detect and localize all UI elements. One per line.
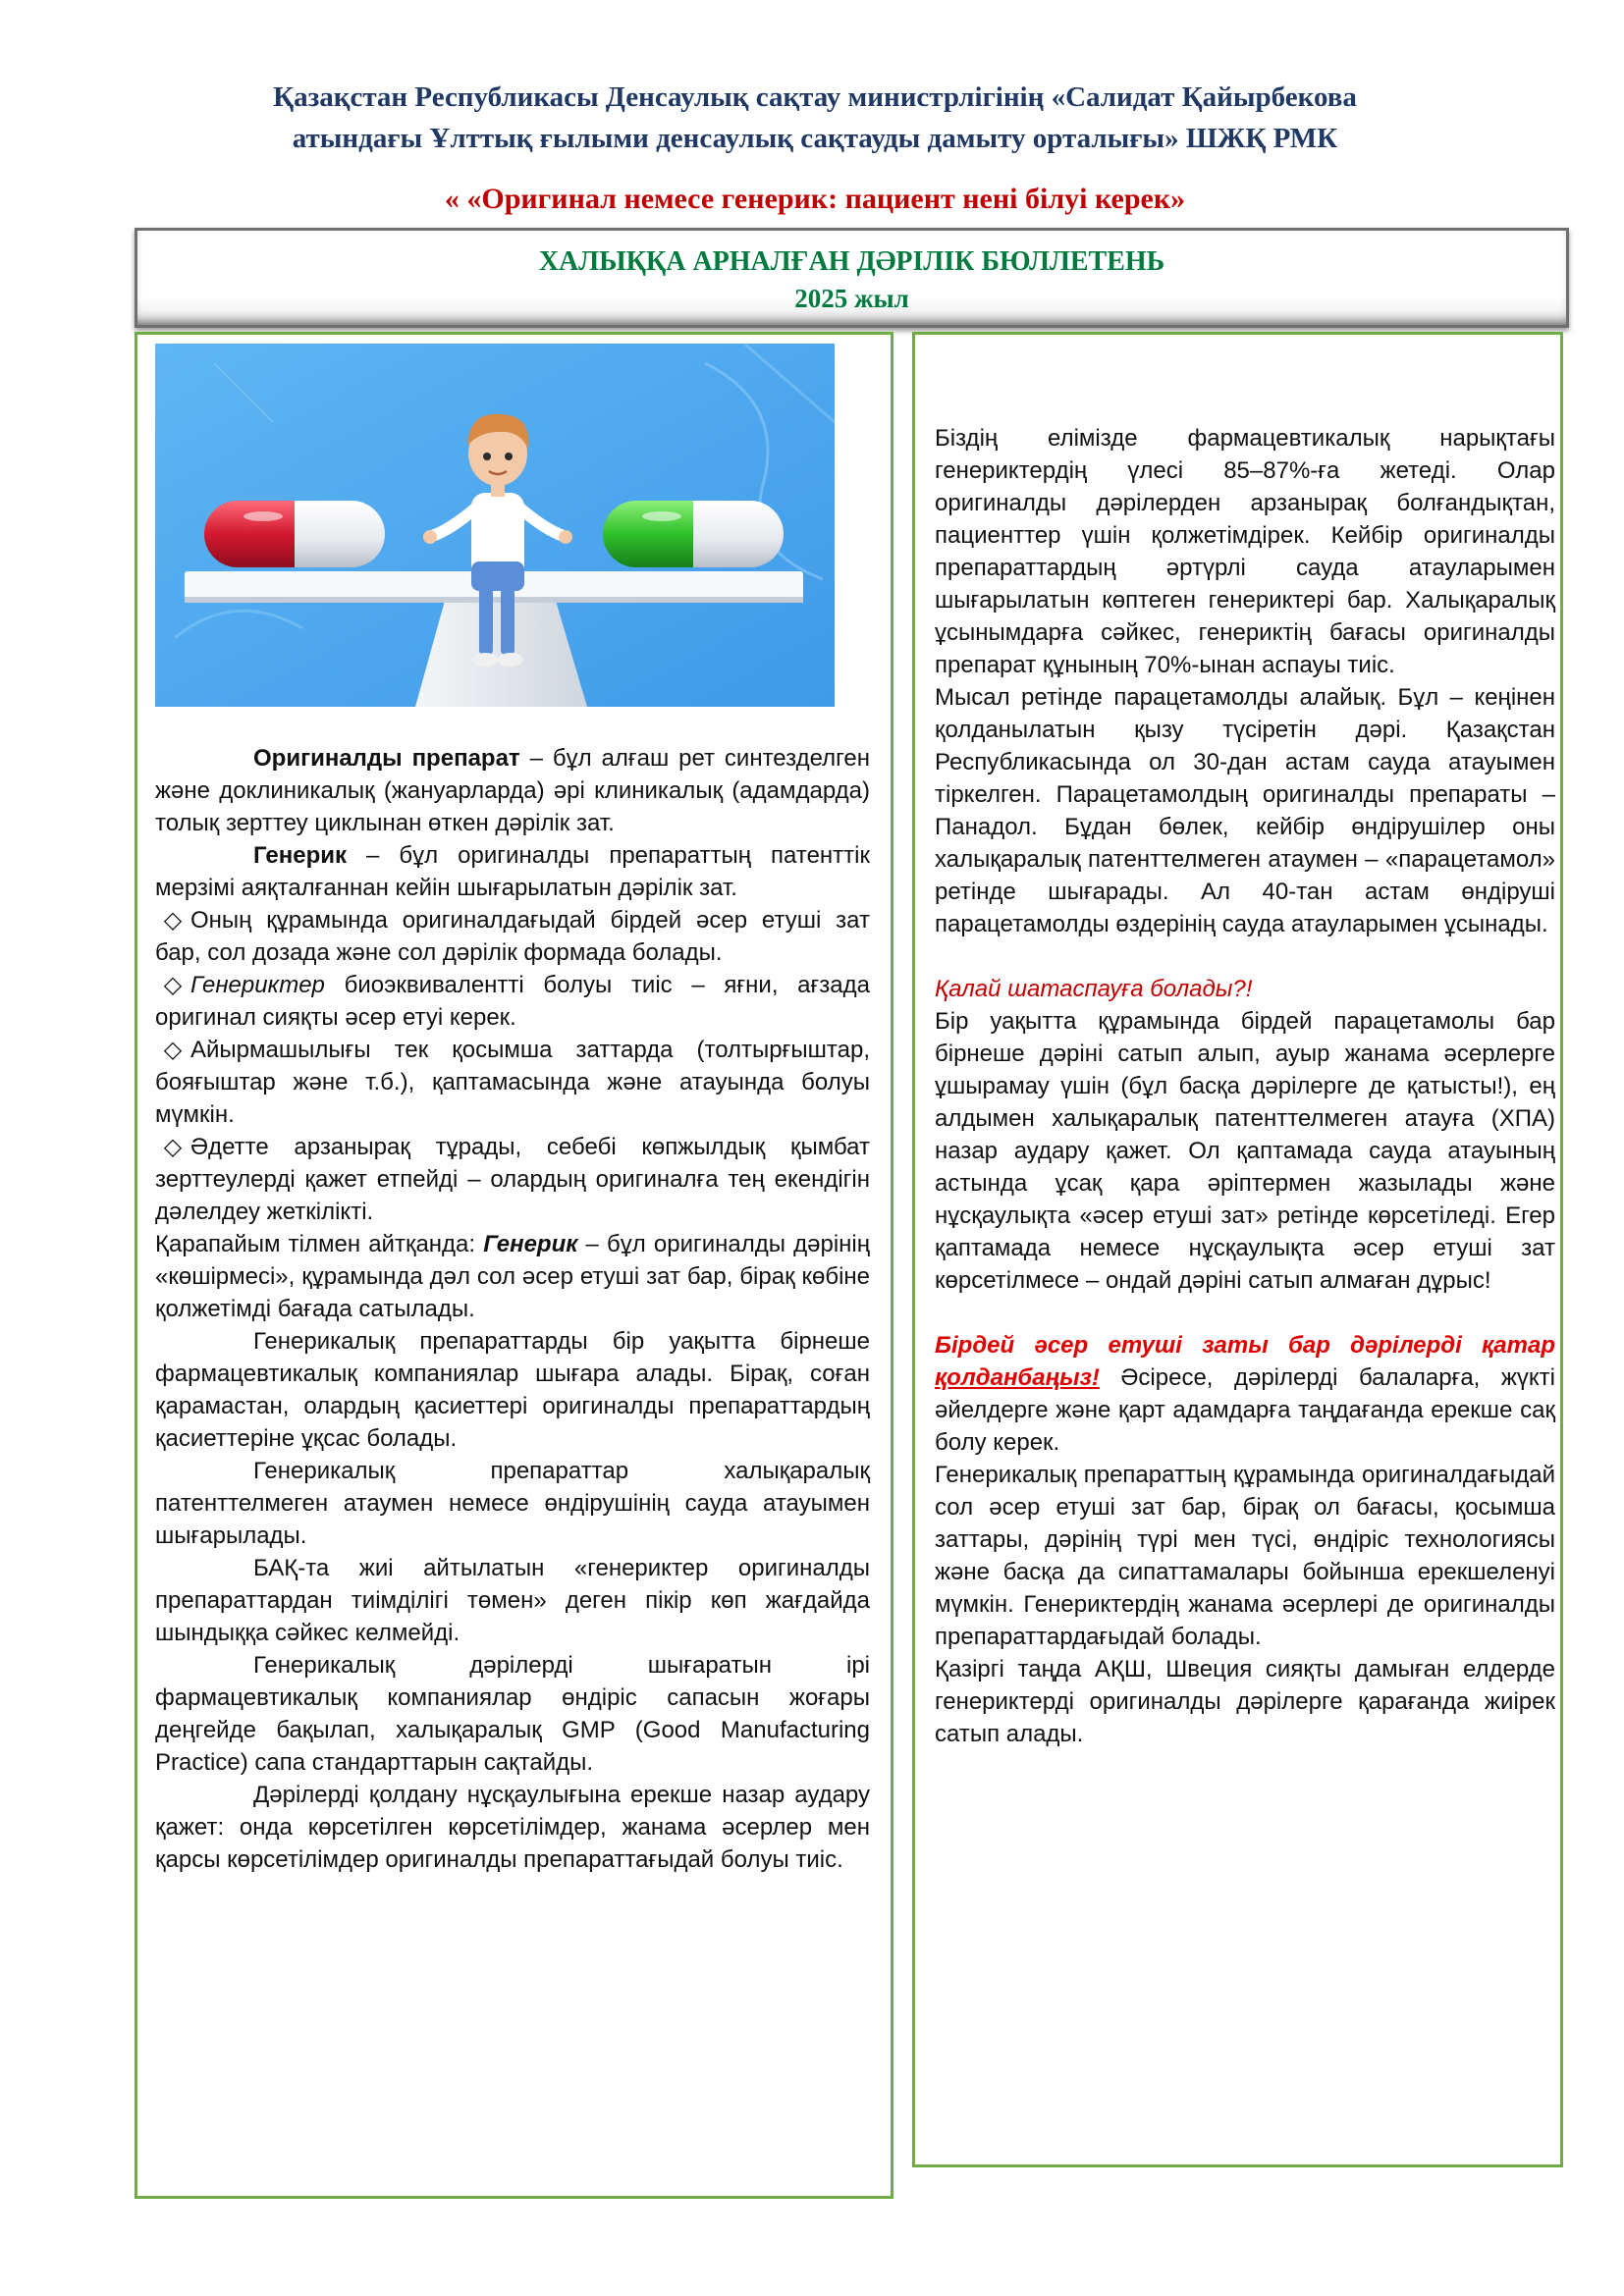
simple-term: Генерик <box>483 1231 578 1257</box>
diamond-bullet-icon: ◇ <box>163 907 183 934</box>
paragraph: Қазіргі таңда АҚШ, Швеция сияқты дамыған елдерде генериктерді оригиналды дәрілерге қарағанда жиірек сатып алады. <box>935 1656 1555 1747</box>
paragraph: Бір уақытта құрамында бірдей парацетамолы бар бірнеше дәріні сатып алып, ауыр жанама әсерлерге ұшырамау үшін (бұл басқа дәрілерге де қатысты!), ең алдымен халықаралық патенттелмеген атауға (ХПА) назар аудару қажет. Ол қаптамада сауда атауының астында ұсақ қара әріптермен жазылады және нұсқаулықта «әсер етуші зат» ретінде көрсетіледі. Егер қаптамада немесе нұсқаулықта әсер етуші зат көрсетілмесе – ондай дәріні сатып алмаған дұрыс! <box>935 1008 1555 1294</box>
bullet-term: Генериктер <box>190 972 325 998</box>
paragraph: Генерикалық препараттарды бір уақытта бірнеше фармацевтикалық компаниялар шығара алады. Бірақ, соған қарамастан, олардың қасиеттері оригиналды препараттардың қасиеттеріне ұқсас болады. <box>155 1328 870 1452</box>
generic-term: Генерик <box>253 842 348 869</box>
original-term: Оригиналды препарат <box>253 745 520 772</box>
diamond-bullet-icon: ◇ <box>163 972 183 998</box>
bulletin-year: 2025 жыл <box>794 284 909 313</box>
paragraph: БАҚ-та жиі айтылатын «генериктер оригиналды препараттардан тиімділігі төмен» деген пікір көп жағдайда шындыққа сәйкес келмейді. <box>155 1555 870 1646</box>
balance-pills-illustration <box>155 344 835 707</box>
organization-header <box>196 77 1434 159</box>
warning-text: Әсіресе, дәрілерді балаларға, жүкті әйелдерге және қарт адамдарға таңдағанда ерекше сақ болу керек. <box>935 1364 1555 1456</box>
simple-definition: – бұл оригиналды дәрінің «көшірмесі», құрамында дәл сол әсер етуші зат бар, бірақ көбіне қолжетімді бағада сатылады. <box>155 1231 871 1322</box>
left-column-text <box>155 742 870 1876</box>
diamond-bullet-icon: ◇ <box>163 1037 183 1063</box>
paragraph: Генерикалық препараттың құрамында оригиналдағыдай сол әсер етуші зат бар, бірақ ол бағасы, қосымша заттары, дәрінің түрі мен түсі, өндіріс технологиясы және басқа да сипаттамалары бойынша ерекшеленуі мүмкін. Генериктердің жанама әсерлері де оригиналды препараттардағыдай болады. <box>935 1462 1555 1650</box>
red-capsule <box>204 501 385 567</box>
paragraph: Біздің елімізде фармацевтикалық нарықтағы генериктердің үлесі 85–87%-ға жетеді. Олар оригиналды дәрілерден арзанырақ болғандықтан, пациенттер үшін қолжетімдірек. Кейбір оригиналды препараттардың әртүрлі сауда атауларымен шығарылатын көптеген генериктері бар. Халықаралық ұсынымдарға сәйкес, генериктің бағасы оригиналды препарат құнының 70%-ынан аспауы тиіс. <box>935 425 1555 678</box>
org-line-1: Қазақстан Республикасы Денсаулық сақтау министрлігінің «Салидат Қайырбекова <box>273 81 1357 113</box>
bulletin-subject: « «Оригинал немесе генерик: пациент нені білуі керек» <box>444 183 1186 215</box>
simple-prefix: Қарапайым тілмен айтқанда: <box>155 1231 484 1257</box>
paragraph: Генерикалық дәрілерді шығаратын ірі фармацевтикалық компаниялар өндіріс сапасын жоғары деңгейде бақылап, халықаралық GMP (Good Manufacturing Practice) сапа стандарттарын сақтайды. <box>155 1652 870 1776</box>
section-heading: Қалай шатаспауға болады?! <box>935 976 1253 1002</box>
warning-emphasis: қолданбаңыз! <box>935 1364 1100 1391</box>
green-capsule <box>603 501 784 567</box>
right-column-text <box>935 422 1555 1750</box>
bullet-item: биоэквивалентті болуы тиіс – яғни, ағзада оригинал сияқты әсер етуі керек. <box>155 972 870 1031</box>
generic-definition: – бұл оригиналды препараттың патенттік мерзімі аяқталғаннан кейін шығарылатын дәрілік зат. <box>155 842 870 901</box>
bullet-item: Айырмашылығы тек қосымша заттарда (толтырғыштар, бояғыштар және т.б.), қаптамасында және атауында болуы мүмкін. <box>155 1037 870 1128</box>
org-line-2: атындағы Ұлттық ғылыми денсаулық сақтауды дамыту орталығы» ШЖҚ РМК <box>292 123 1338 154</box>
paragraph: Мысал ретінде парацетамолды алайық. Бұл – кеңінен қолданылатын қызу түсіретін дәрі. Қазақстан Республикасында ол 30-дан астам сауда атауымен тіркелген. Парацетамолдың оригиналды препараты – Панадол. Бұдан бөлек, кейбір өндірушілер оны халықаралық патенттелмеген атаумен – «парацетамол» ретінде шығарады. Ал 40-тан астам өндіруші парацетамолды өздерінің сауда атауларымен ұсынады. <box>935 684 1555 937</box>
paragraph: Генерикалық препараттар халықаралық патенттелмеген атаумен немесе өндірушінің сауда атауымен шығарылады. <box>155 1458 870 1549</box>
bulletin-title: ХАЛЫҚҚА АРНАЛҒАН ДӘРІЛІК БЮЛЛЕТЕНЬ <box>538 246 1165 277</box>
warning-heading: Бірдей әсер етуші заты бар дәрілерді қатар <box>935 1332 1555 1359</box>
bullet-item: Әдетте арзанырақ тұрады, себебі көпжылдық қымбат зерттеулерді қажет етпейді – олардың оригиналға тең екендігін дәлелдеу жеткілікті. <box>155 1134 870 1225</box>
diamond-bullet-icon: ◇ <box>163 1134 183 1160</box>
paragraph: Дәрілерді қолдану нұсқаулығына ерекше назар аудару қажет: онда көрсетілген көрсетілімдер, жанама әсерлер мен қарсы көрсетілімдер оригиналды препараттағыдай болуы тиіс. <box>155 1782 870 1873</box>
bullet-item: Оның құрамында оригиналдағыдай бірдей әсер етуші зат бар, сол дозада және сол дәрілік формада болады. <box>155 907 870 966</box>
original-definition: – бұл алғаш рет синтезделген және доклиникалық (жануарларда) әрі клиникалық (адамдарда) толық зерттеу циклынан өткен дәрілік зат. <box>155 745 870 836</box>
bulletin-banner <box>135 228 1569 328</box>
